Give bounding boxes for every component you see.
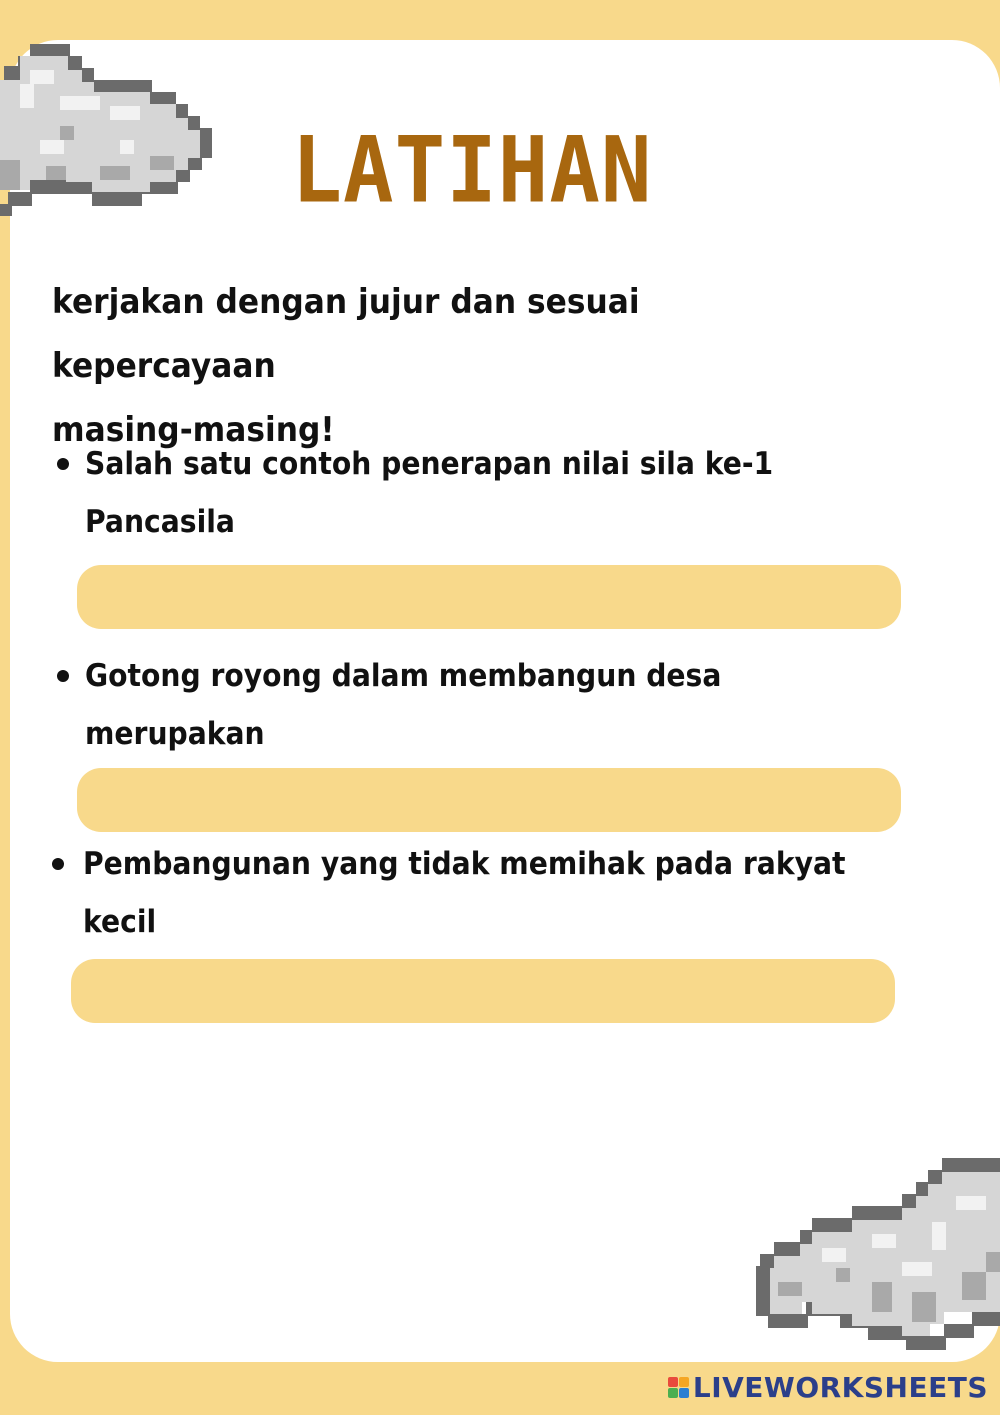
bullet-icon bbox=[52, 858, 64, 870]
question-line: Gotong royong dalam membangun desa merupakan bbox=[85, 658, 722, 752]
question-line: Pembangunan yang tidak memihak pada rakyat kecil bbox=[83, 846, 846, 940]
answer-field-3[interactable] bbox=[71, 959, 895, 1023]
liveworksheets-watermark bbox=[668, 1371, 988, 1403]
bullet-icon bbox=[57, 670, 69, 682]
instruction-text bbox=[52, 270, 843, 462]
instruction-line: kerjakan dengan jujur dan sesuai kepercayaan bbox=[52, 282, 640, 386]
liveworksheets-logo-icon bbox=[668, 1377, 689, 1398]
instruction-line: masing-masing! bbox=[52, 410, 335, 450]
bullet-icon bbox=[57, 458, 69, 470]
answer-field-2[interactable] bbox=[77, 768, 901, 832]
question-line: Salah satu contoh penerapan nilai sila ke-1 Pancasila bbox=[85, 446, 774, 540]
watermark-text: LIVEWORKSHEETS bbox=[692, 1370, 988, 1404]
page-title: LATIHAN bbox=[291, 117, 653, 223]
answer-field-1[interactable] bbox=[77, 565, 901, 629]
pixel-cloud-icon bbox=[752, 1152, 1000, 1352]
